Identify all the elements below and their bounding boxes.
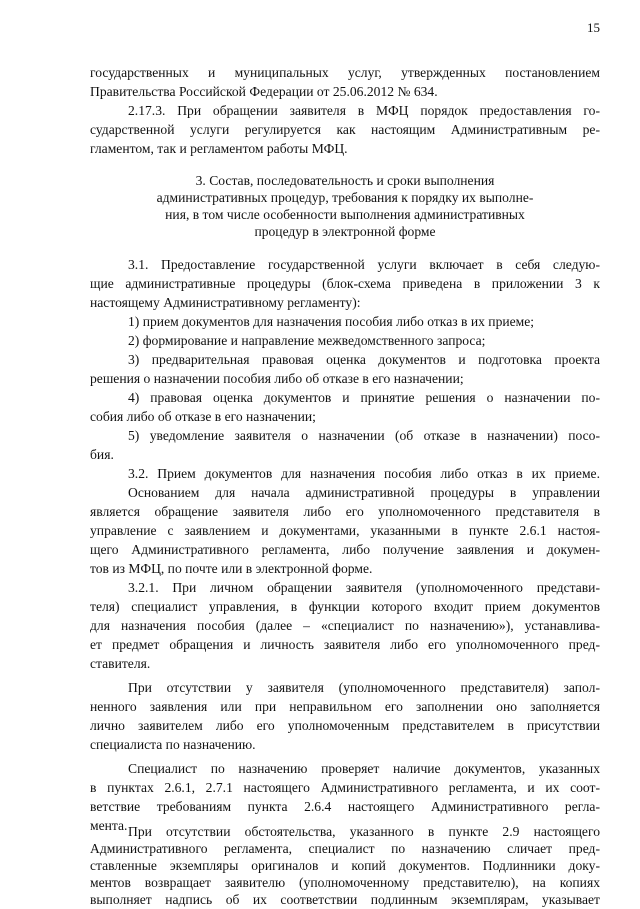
text-line: ставителя.	[90, 656, 151, 671]
text-line: Правительства Российской Федерации от 25.06.2012 № 634.	[90, 84, 438, 99]
section-heading: процедур в электронной форме	[254, 224, 436, 239]
text-line: щего Административного регламента, либо получение заявления и докумен-	[90, 542, 600, 557]
text-line: ет предмет обращения и личность заявителя либо его уполномоченного пред-	[90, 637, 600, 652]
text-line: 3.1. Предоставление государственной услуги включает в себя следую-	[128, 257, 600, 272]
section-heading: 3. Состав, последовательность и сроки выполнения	[195, 173, 495, 188]
text-line: лично заявителем либо его уполномоченным представителем в присутствии	[90, 718, 600, 733]
section-heading: административных процедур, требования к порядку их выполне-	[156, 190, 534, 205]
text-line: собия либо об отказе в его назначении;	[90, 409, 316, 424]
text-line: Административного регламента, специалист по назначению сличает пред-	[90, 841, 600, 856]
list-item: 2) формирование и направление межведомственного запроса;	[128, 333, 486, 348]
page-number: 15	[587, 20, 600, 35]
text-line: теля) специалист управления, в функции которого входит прием документов	[90, 599, 600, 614]
text-line: гламентом, так и регламентом работы МФЦ.	[90, 141, 348, 156]
text-line: 3.2.1. При личном обращении заявителя (уполномоченного представи-	[128, 580, 600, 595]
text-line: сударственной услуги регулируется как настоящим Административным ре-	[90, 122, 600, 137]
text-line: Основанием для начала административной процедуры в управлении	[128, 485, 600, 500]
text-line: бия.	[90, 447, 114, 462]
text-line: тов из МФЦ, по почте или в электронной форме.	[90, 561, 373, 576]
text-line: ненного заявления или при неправильном его заполнении оно заполняется	[90, 699, 600, 714]
text-line: ментов возвращает заявителю (уполномоченному представителю), на копиях	[90, 875, 600, 890]
text-line: При отсутствии у заявителя (уполномоченного представителя) запол-	[128, 680, 600, 695]
text-line: 3.2. Прием документов для назначения пособия либо отказ в их приеме.	[128, 466, 600, 481]
list-item: 5) уведомление заявителя о назначении (об отказе в назначении) посо-	[128, 428, 600, 443]
text-line: специалиста по назначению.	[90, 737, 256, 752]
list-item: 1) прием документов для назначения пособия либо отказ в их приеме;	[128, 314, 535, 329]
text-line: является обращение заявителя либо его уполномоченного представителя в	[90, 504, 600, 519]
list-item: 3) предварительная правовая оценка документов и подготовка проекта	[128, 352, 600, 367]
text-line: При отсутствии обстоятельства, указанного в пункте 2.9 настоящего	[128, 824, 600, 839]
list-item: 4) правовая оценка документов и принятие решения о назначении по-	[128, 390, 600, 405]
text-line: ветствие требованиям пункта 2.6.4 настоящего Административного регла-	[90, 799, 600, 814]
text-line: в пунктах 2.6.1, 2.7.1 настоящего Административного регламента, и их соот-	[90, 780, 600, 795]
text-line: государственных и муниципальных услуг, утвержденных постановлением	[90, 65, 600, 80]
text-line: ставленные экземпляры оригиналов и копий документов. Подлинники доку-	[90, 858, 600, 873]
text-line: щие административные процедуры (блок-схема приведена в приложении 3 к	[90, 276, 600, 291]
text-line: настоящему Административному регламенту):	[90, 295, 361, 310]
section-heading: ния, в том числе особенности выполнения административных	[165, 207, 525, 222]
text-line: мента.	[90, 818, 128, 833]
text-line: решения о назначении пособия либо об отказе в его назначении;	[90, 371, 464, 386]
text-line: Специалист по назначению проверяет наличие документов, указанных	[128, 761, 600, 776]
text-line: для назначения пособия (далее – «специалист по назначению»), устанавлива-	[90, 618, 600, 633]
text-line: управление с заявлением и документами, указанными в пункте 2.6.1 настоя-	[90, 523, 600, 538]
text-line: выполняет надпись об их соответствии подлинным экземплярам, указывает	[90, 892, 600, 907]
text-line: 2.17.3. При обращении заявителя в МФЦ порядок предоставления го-	[128, 103, 600, 118]
